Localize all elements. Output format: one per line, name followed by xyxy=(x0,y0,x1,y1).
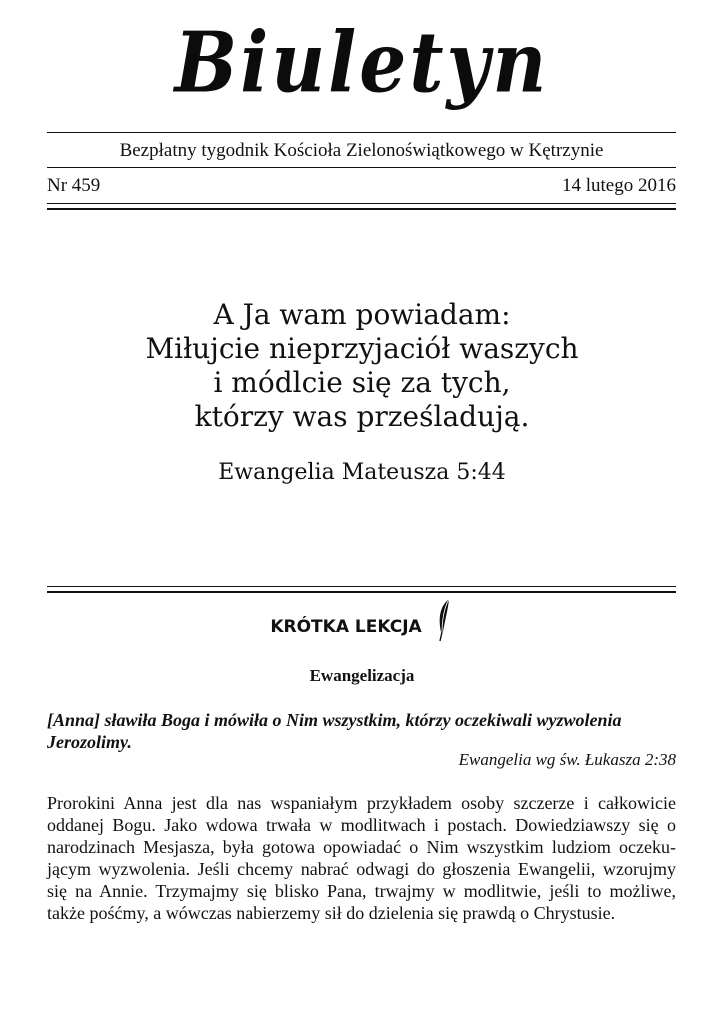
masthead-bottom-rule xyxy=(47,203,676,210)
body-line: Prorokini Anna jest dla nas wspaniałym przykładem osoby szczerze i całkowicie xyxy=(47,793,676,813)
verse-reference: Ewangelia wg św. Łukasza 2:38 xyxy=(458,750,676,769)
lesson-verse xyxy=(47,709,676,753)
quote-reference: Ewangelia Mateusza 5:44 xyxy=(218,460,506,485)
body-line: także pośćmy, a wówczas nabierzemy sił do dzielenia się prawdą o Chrystusie. xyxy=(47,903,616,923)
quote-line: A Ja wam powiadam: xyxy=(213,298,511,331)
feather-quill-icon xyxy=(432,598,454,642)
body-line: jącym wyzwolenia. Jeśli chcemy nabrać odwagi do głoszenia Ewangelii, wzorujmy xyxy=(47,859,676,879)
verse-line: Jerozolimy. xyxy=(47,732,132,752)
body-line: się na Annie. Trzymajmy się blisko Pana, trwajmy w modlitwie, jeśli to możliwe, xyxy=(47,881,676,901)
featured-quote xyxy=(0,298,724,434)
section-divider-rule xyxy=(47,586,676,593)
section-title: KRÓTKA LEKCJA xyxy=(270,617,422,637)
masthead-subtitle: Bezpłatny tygodnik Kościoła Zielonoświątkowego w Kętrzynie xyxy=(119,140,604,161)
lesson-title: Ewangelizacja xyxy=(309,666,415,685)
masthead-top-rule xyxy=(47,132,676,133)
body-line: oddanej Bogu. Jako wdowa trwała w modlitwach i postach. Dowiedziawszy się o xyxy=(47,815,676,835)
masthead-title: Biuletyn xyxy=(174,15,550,112)
masthead-middle-rule xyxy=(47,167,676,168)
quote-line: którzy was prześladują. xyxy=(194,400,530,433)
issue-number: Nr 459 xyxy=(47,175,101,196)
section-header xyxy=(0,612,724,642)
body-line: narodzinach Mesjasza, była gotowa opowiadać o Nim wszystkim ludziom oczeku- xyxy=(47,837,676,857)
quote-line: i módlcie się za tych, xyxy=(213,366,511,399)
lesson-body xyxy=(47,792,676,924)
issue-date: 14 lutego 2016 xyxy=(562,175,676,196)
quote-line: Miłujcie nieprzyjaciół waszych xyxy=(145,332,579,365)
verse-line: [Anna] sławiła Boga i mówiła o Nim wszystkim, którzy oczekiwali wyzwolenia xyxy=(47,710,622,730)
